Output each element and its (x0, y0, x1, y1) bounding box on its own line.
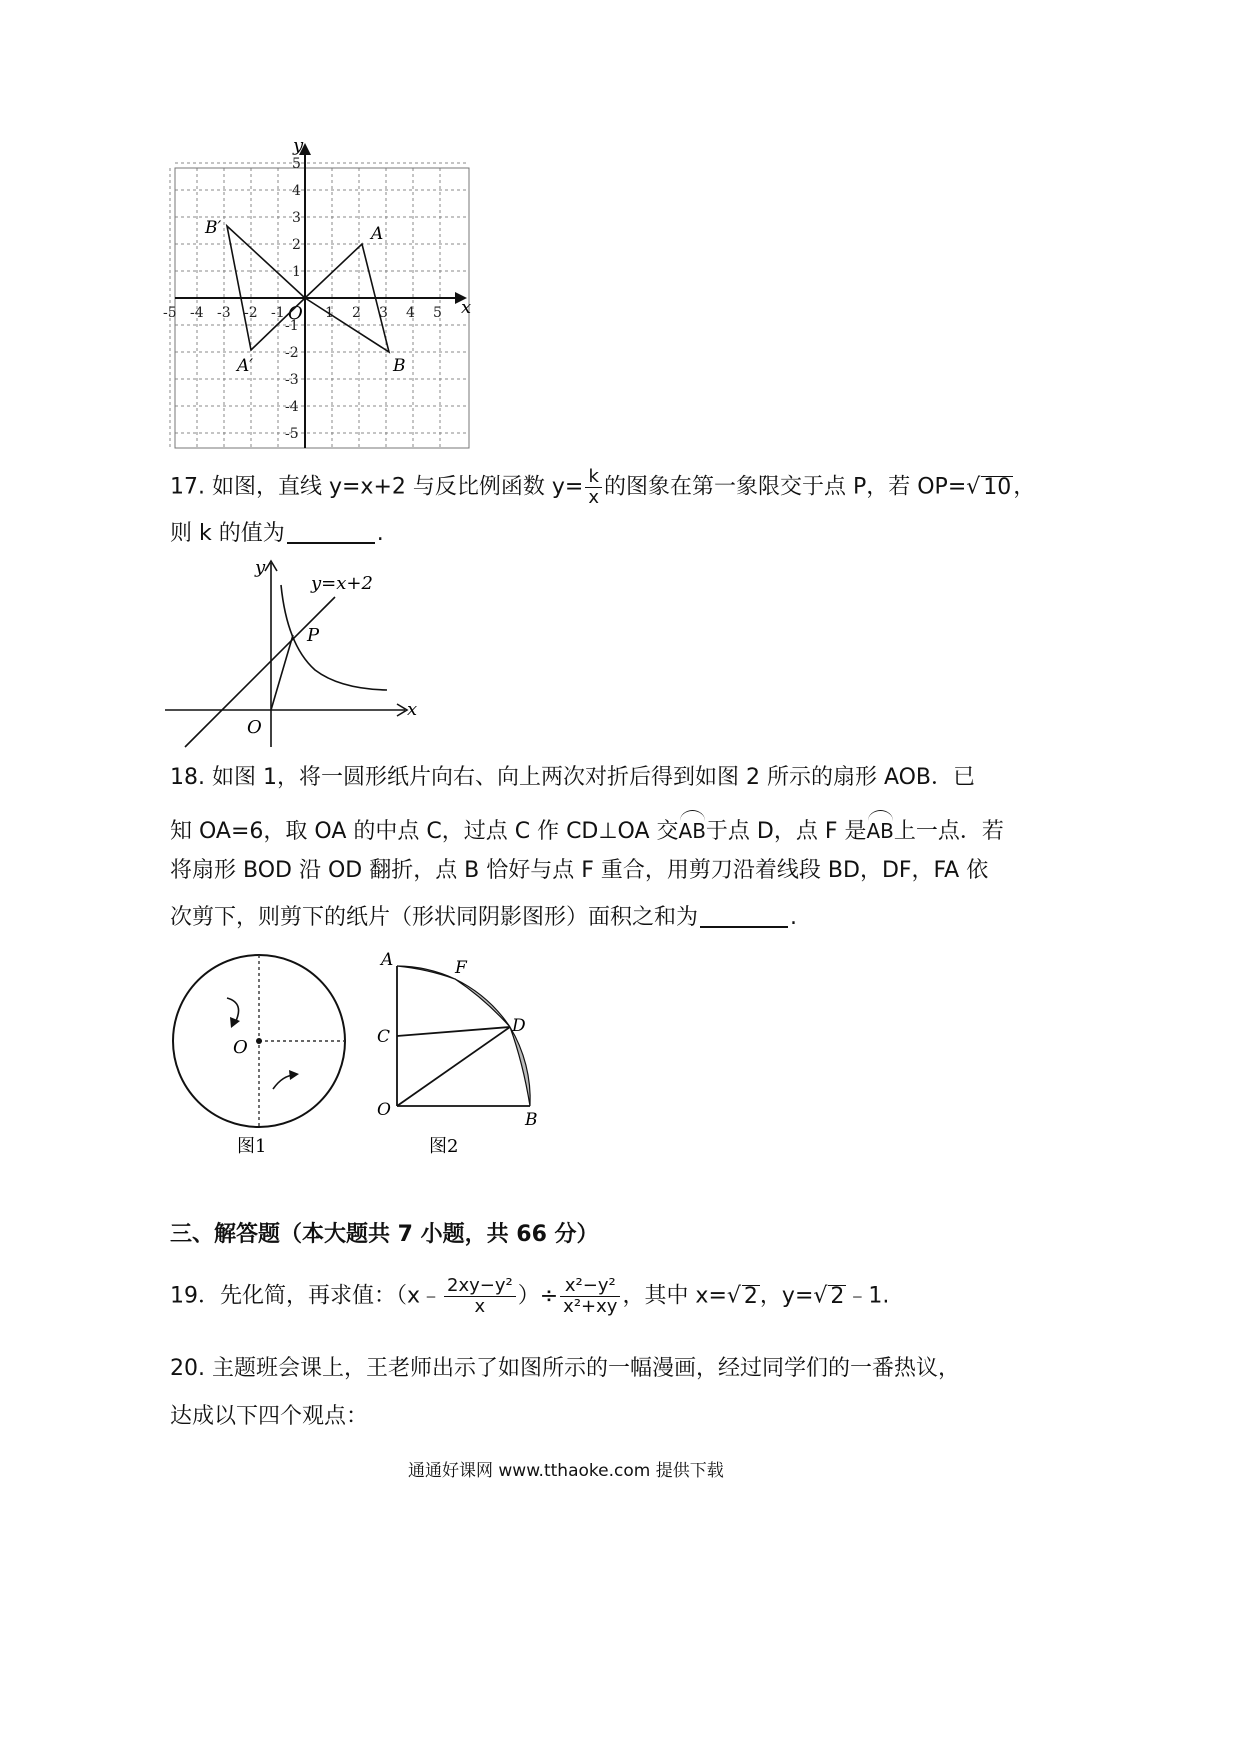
q18-text-b: 于点 D，点 F 是 (705, 819, 867, 844)
y-axis-label: y (255, 557, 266, 578)
q17-answer-blank[interactable] (287, 520, 375, 544)
q18-line4 (170, 903, 797, 933)
label-B: B (525, 1110, 538, 1130)
segment-OD (397, 1027, 510, 1106)
q17-text-a: 17. 如图，直线 y=x+2 与反比例函数 y= (170, 474, 584, 500)
y-tick-label: -3 (285, 372, 299, 388)
fig2-caption: 图2 (429, 1136, 459, 1157)
x-tick-label: -3 (217, 305, 231, 321)
shaded-segment-DB (510, 1027, 530, 1106)
q17-sqrt: 10 (983, 474, 1012, 500)
y-axis-label: y (293, 135, 304, 156)
q19-fraction-1 (444, 1276, 516, 1317)
q17-text-b: 的图象在第一象限交于点 P，若 OP= (603, 474, 967, 500)
line-equation-label: y=x+2 (311, 573, 373, 594)
page-footer: 通通好课网 www.tthaoke.com 提供下载 (408, 1461, 724, 1481)
y-tick-label: 5 (292, 156, 301, 172)
x-tick-label: 1 (325, 305, 334, 321)
q17-line1: 17. 如图，直线 y=x+2 与反比例函数 y= $\frac{k}{x}$ 的图象在第一象限交于点 P，若 OP=√ 10， (170, 466, 1036, 508)
q19-line: 19．先化简，再求值：（x﹣ $\frac{\text{2xy−y²}}{x}$ ）÷ $\frac{\text{x²−y²}}{\text{x²+xy}}$ ，其中 x=√ 2，y=√ 2﹣1. (170, 1275, 890, 1317)
fig1-caption: 图1 (237, 1136, 267, 1157)
y-tick-label: -4 (285, 399, 299, 415)
fig1-center-label: O (233, 1037, 248, 1058)
y-tick-label: -1 (285, 318, 299, 334)
figure-16-grid (163, 135, 485, 455)
label-F: F (455, 958, 467, 978)
q18-line2 (170, 810, 1004, 847)
q17-line2 (170, 519, 384, 549)
y-tick-label: -5 (285, 426, 299, 442)
point-P-label: P (307, 625, 320, 646)
grid-lines (170, 163, 472, 448)
q18-answer-blank[interactable] (700, 904, 788, 928)
q17-text-e: . (376, 521, 384, 546)
fold-arrow-1-head (230, 1017, 240, 1028)
point-A1-label: A′ (237, 356, 254, 376)
x-tick-label: 4 (406, 305, 415, 321)
x-tick-label: -1 (271, 305, 285, 321)
y-tick-label: 2 (292, 237, 301, 253)
y-tick-label: 4 (292, 183, 301, 199)
arc-AB-symbol-1: AB (679, 810, 706, 846)
q19-text-a: ，其中 x= (622, 1283, 727, 1309)
q17-fraction (585, 467, 602, 508)
section-3-heading: 三、解答题（本大题共 7 小题，共 66 分） (170, 1222, 599, 1247)
q18-line3: 将扇形 BOD 沿 OD 翻折，点 B 恰好与点 F 重合，用剪刀沿着线段 BD，DF，FA 依 (170, 858, 989, 883)
y-tick-label: -2 (285, 345, 299, 361)
x-tick-label: 3 (379, 305, 388, 321)
q18-text-a: 知 OA=6，取 OA 的中点 C，过点 C 作 CD⊥OA 交 (170, 819, 679, 844)
origin-label: O (247, 717, 262, 738)
q19-sqrt-1: 2 (743, 1283, 758, 1309)
q19-f1-num: 2xy−y² (444, 1276, 516, 1297)
q19-text-b: ，y= (759, 1283, 814, 1309)
y-tick-label: 1 (292, 264, 301, 280)
q18-text-c: 上一点．若 (893, 819, 1004, 844)
shaded-segment-AF (397, 966, 455, 979)
x-tick-label: -4 (190, 305, 204, 321)
x-axis-label: x (407, 699, 418, 720)
q19-f2-den: x²+xy (563, 1296, 618, 1317)
q19-prefix: 19．先化简，再求值：（x﹣ (170, 1283, 443, 1309)
q17-text-c: ， (1013, 474, 1036, 500)
q19-f2-num: x²−y² (560, 1276, 620, 1297)
figure-18 (165, 945, 555, 1160)
point-B-label: B (393, 356, 406, 376)
point-B1-label: B′ (205, 218, 222, 238)
label-D: D (512, 1016, 526, 1036)
point-A-label: A (371, 224, 384, 244)
fold-arrow-2-head (289, 1070, 299, 1080)
q18-text-e: . (790, 905, 798, 930)
x-tick-label: 2 (352, 305, 361, 321)
x-tick-label: -2 (244, 305, 258, 321)
center-dot (256, 1038, 262, 1044)
q19-f1-den: x (474, 1296, 486, 1317)
q17-text-d: 则 k 的值为 (170, 521, 285, 546)
q19-sqrt-2: 2 (830, 1283, 845, 1309)
x-tick-label: 5 (433, 305, 442, 321)
segment-CD (397, 1027, 510, 1036)
q20-line2: 达成以下四个观点： (170, 1404, 369, 1429)
label-O: O (377, 1100, 391, 1120)
q19-mid: ）÷ (517, 1283, 559, 1309)
x-axis-label: x (461, 297, 472, 318)
hyperbola (281, 585, 387, 690)
q19-text-c: ﹣1. (846, 1283, 890, 1309)
q20-line1: 20. 主题班会课上，王老师出示了如图所示的一幅漫画，经过同学们的一番热议， (170, 1356, 960, 1381)
q18-line1: 18. 如图 1，将一圆形纸片向右、向上两次对折后得到如图 2 所示的扇形 AOB．已 (170, 765, 976, 790)
label-C: C (377, 1027, 391, 1047)
q19-fraction-2 (560, 1276, 620, 1317)
shaded-segment-FD (455, 979, 510, 1027)
x-tick-label: -5 (163, 305, 177, 321)
segment-OP (271, 635, 293, 710)
figure-17 (165, 555, 425, 750)
origin-label: O (288, 303, 303, 324)
label-A: A (381, 950, 394, 970)
arc-AB-symbol-2: AB (867, 810, 894, 846)
q18-text-d: 次剪下，则剪下的纸片（形状同阴影图形）面积之和为 (170, 905, 699, 930)
q17-frac-num: k (585, 467, 602, 488)
q17-frac-den: x (588, 487, 599, 508)
y-tick-label: 3 (292, 210, 301, 226)
